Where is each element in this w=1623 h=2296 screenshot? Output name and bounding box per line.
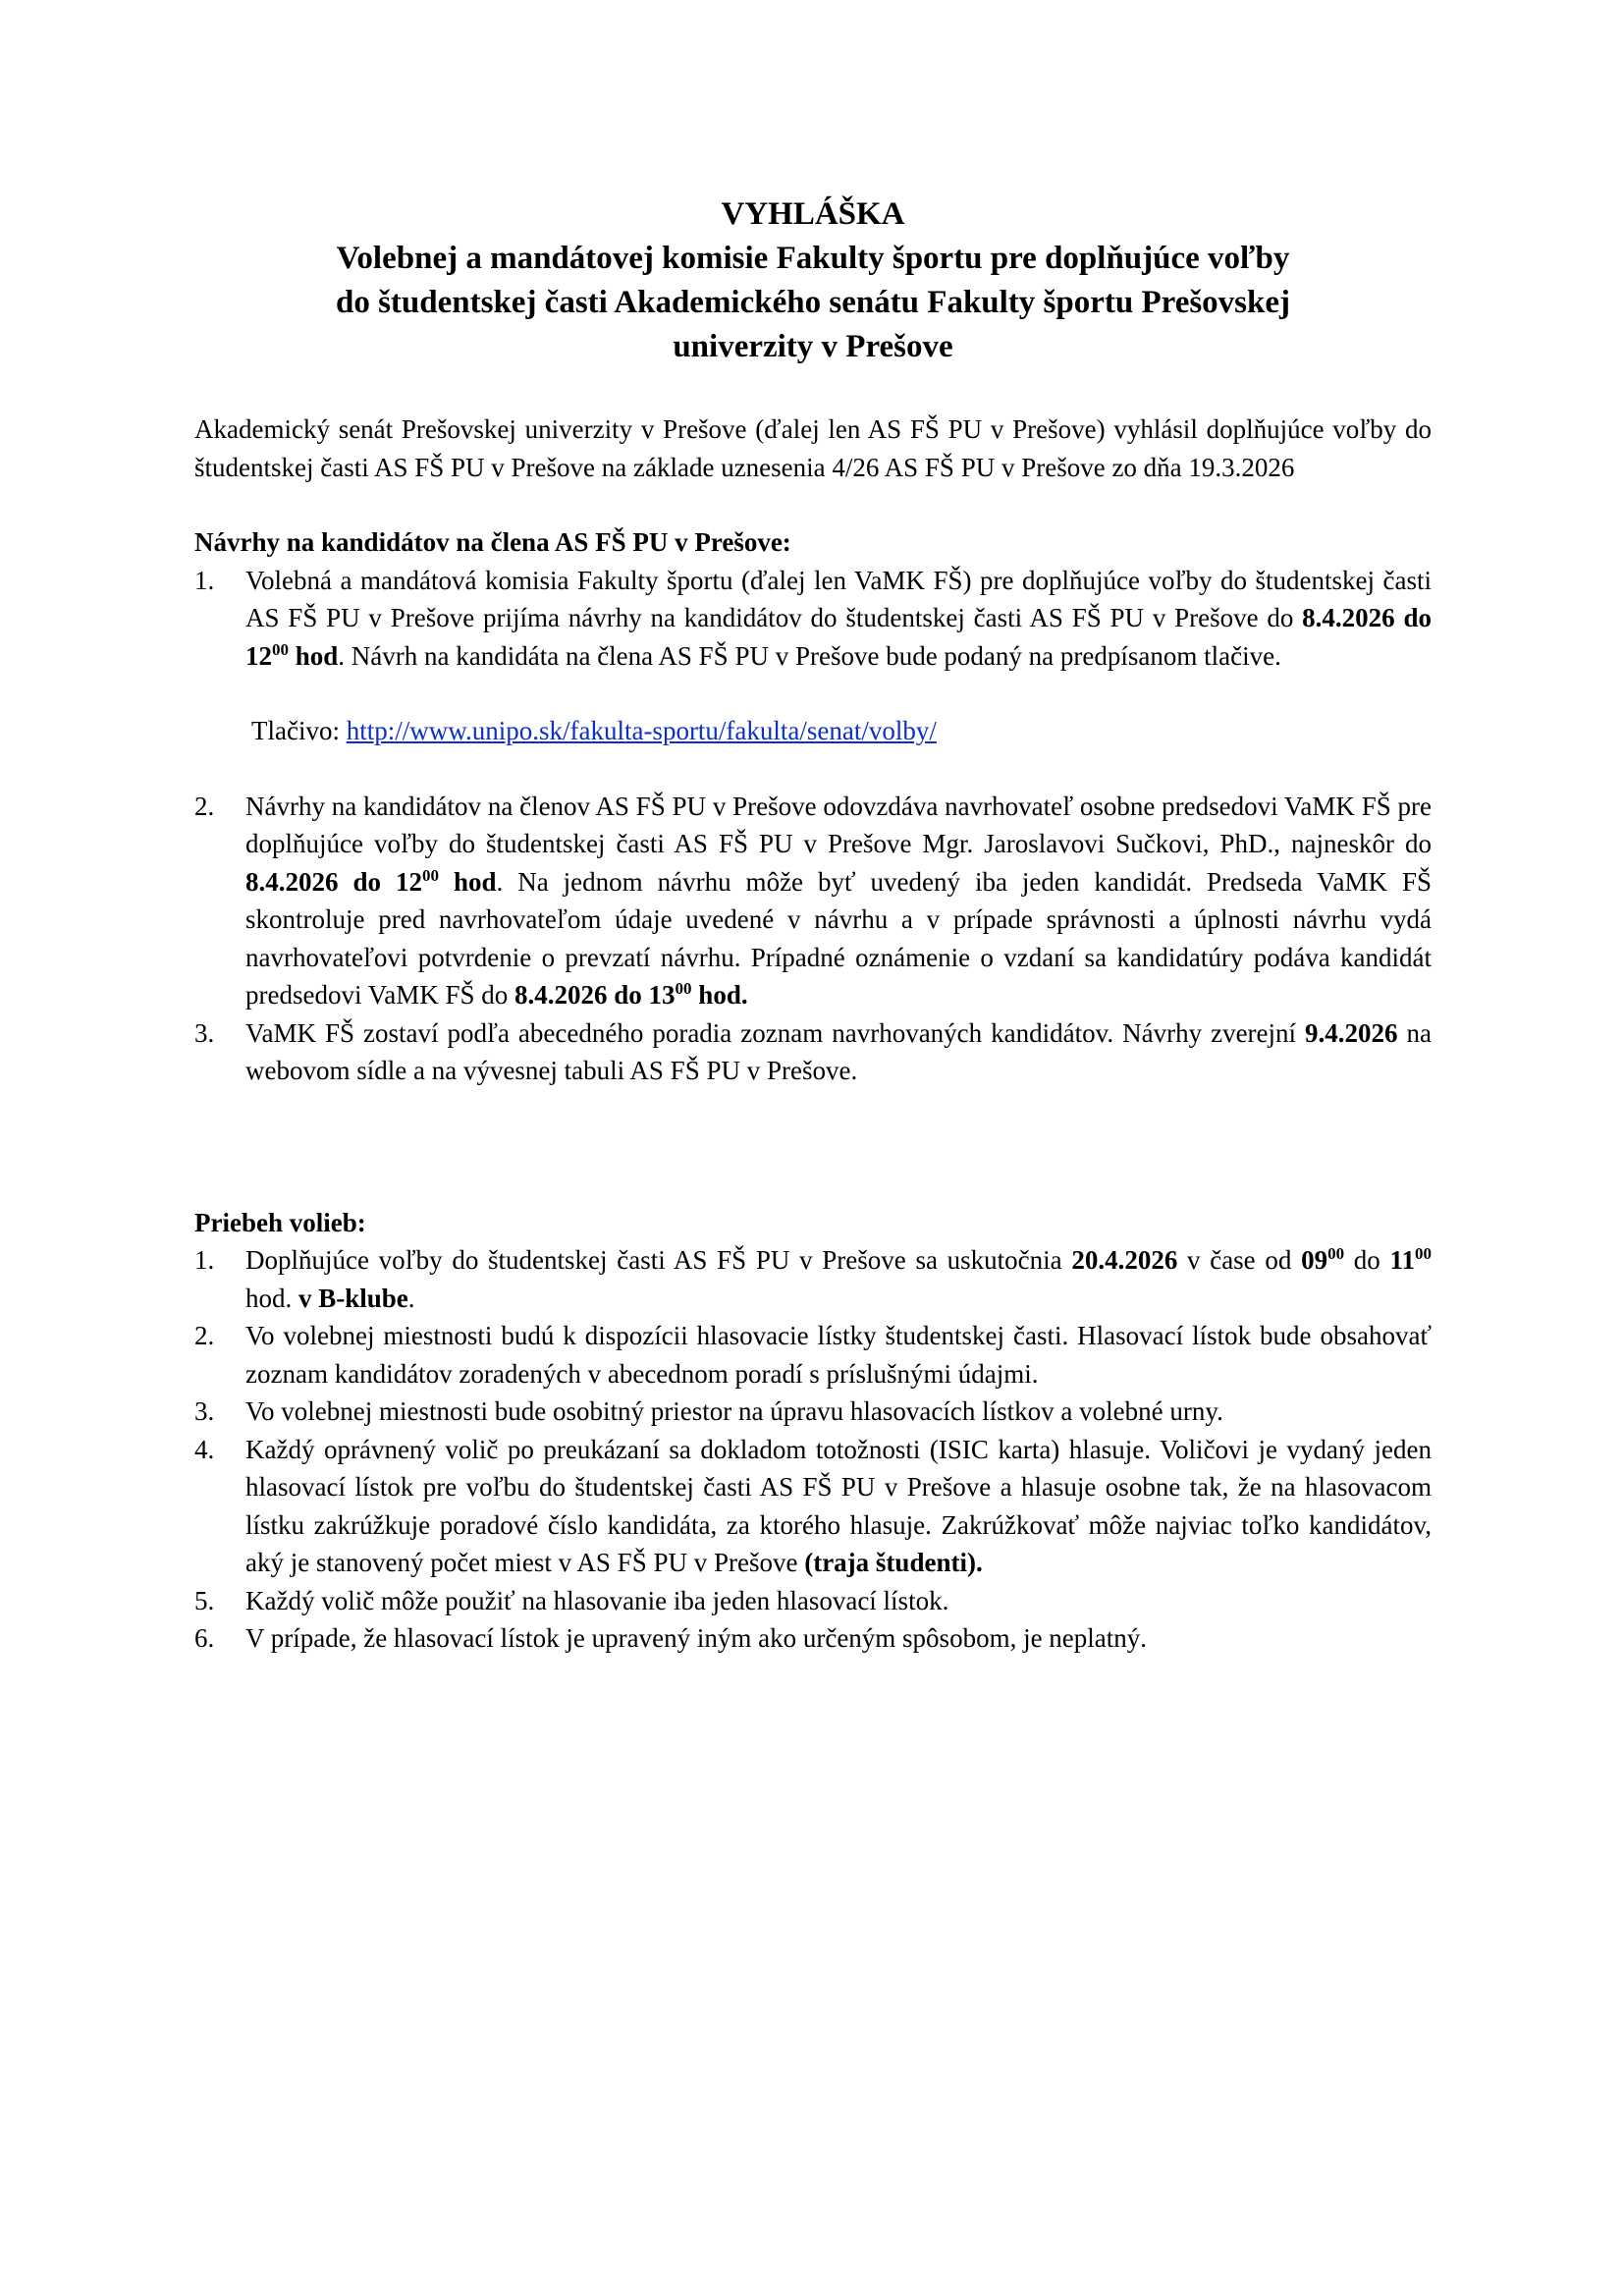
list-item [194, 1241, 1432, 1317]
item-number: 4. [194, 1434, 215, 1464]
election-date: 20.4.2026 [1071, 1245, 1178, 1275]
form-link-line [251, 712, 1432, 750]
item-text: do [1344, 1245, 1390, 1275]
deadline-text: 8.4.2026 do $12^{00}$ hod [245, 865, 497, 897]
end-time: $11^{00}$ [1389, 1244, 1432, 1275]
item-text: Volebná a mandátová komisia Fakulty športu (ďalej len VaMK FŠ) pre doplňujúce voľby do študentskej časti AS FŠ PU v Prešove prijíma návrhy na kandidátov do študentskej časti AS FŠ PU v Prešove do [245, 565, 1432, 632]
intro-paragraph: Akademický senát Prešovskej univerzity v Prešove (ďalej len AS FŠ PU v Prešove) vyhlásil doplňujúce voľby do študentskej časti AS FŠ PU v Prešove na základe uznesenia 4/26 AS FŠ PU v Prešove zo dňa 19.3.2026 [194, 414, 1432, 482]
election-location: v B-klube [298, 1283, 408, 1313]
item-text: . Návrh na kandidáta na člena AS FŠ PU v Prešove bude podaný na predpísanom tlačive. [338, 640, 1281, 671]
list-item [194, 1014, 1432, 1090]
item-number: 2. [194, 1321, 215, 1350]
seat-count: (traja študenti). [804, 1548, 983, 1577]
item-text: Každý oprávnený volič po preukázaní sa dokladom totožnosti (ISIC karta) hlasuje. Voličovi je vydaný jeden hlasovací lístok pre voľbu do študentskej časti AS FŠ PU v Prešove a hlasuje osobne tak, že na hlasovacom lístku zakrúžkuje poradové číslo kandidáta, za ktorého hlasuje. Zakrúžkovať môže najviac toľko kandidátov, aký je stanovený počet miest v AS FŠ PU v Prešove [245, 1434, 1432, 1577]
list-item [194, 1431, 1432, 1582]
candidates-list [194, 562, 1432, 676]
list-item [194, 1619, 1432, 1658]
item-number: 2. [194, 791, 215, 821]
item-text: . Na jednom návrhu môže byť uvedený iba jeden kandidát. Predseda VaMK FŠ skontroluje pred navrhovateľom údaje uvedené v návrhu a v prípade správnosti a úplnosti návrhu vydá navrhovateľovi potvrdenie o prevzatí návrhu. Prípadné oznámenie o vzdaní sa kandidatúry podáva kandidát predsedovi VaMK FŠ do [245, 866, 1432, 1010]
document-page [194, 192, 1432, 1658]
title-line: do študentskej časti Akademického senátu Fakulty športu Prešovskej [335, 285, 1291, 320]
item-text: hod. [245, 1283, 298, 1313]
item-text: Doplňujúce voľby do študentskej časti AS FŠ PU v Prešove sa uskutočnia [245, 1245, 1072, 1275]
item-text: Návrhy na kandidátov na členov AS FŠ PU v Prešove odovzdáva navrhovateľ osobne predsedovi VaMK FŠ pre doplňujúce voľby do študentskej časti AS FŠ PU v Prešove Mgr. Jaroslavovi Sučkovi, PhD., najneskôr do [245, 791, 1432, 858]
item-text: Vo volebnej miestnosti bude osobitný priestor na úpravu hlasovacích lístkov a volebné urny. [245, 1396, 1223, 1426]
publish-date: 9.4.2026 [1305, 1017, 1398, 1048]
item-number: 5. [194, 1585, 215, 1615]
list-item [194, 788, 1432, 1014]
item-number: 1. [194, 1245, 215, 1275]
item-number: 3. [194, 1396, 215, 1426]
candidates-list-continued [194, 788, 1432, 1090]
list-item [194, 1393, 1432, 1431]
deadline-text: 8.4.2026 do $12^{00}$ hod [245, 603, 1432, 671]
item-number: 6. [194, 1623, 215, 1653]
deadline-text: 8.4.2026 do $13^{00}$ hod. [514, 979, 748, 1010]
item-text: Vo volebnej miestnosti budú k dispozícii hlasovacie lístky študentskej časti. Hlasovací lístok bude obsahovať zoznam kandidátov zoradených v abecednom poradí s príslušnými údajmi. [245, 1321, 1432, 1389]
list-item [194, 562, 1432, 676]
title-main: VYHLÁŠKA [721, 196, 905, 232]
title-line: Volebnej a mandátovej komisie Fakulty športu pre doplňujúce voľby [336, 241, 1290, 276]
item-text: V prípade, že hlasovací lístok je upravený iným ako určeným spôsobom, je neplatný. [245, 1623, 1148, 1653]
item-number: 1. [194, 565, 215, 595]
section-heading-election: Priebeh volieb: [194, 1207, 366, 1237]
title-line: univerzity v Prešove [673, 329, 953, 364]
start-time: $09^{00}$ [1301, 1244, 1345, 1275]
document-title [194, 192, 1432, 369]
form-label: Tlačivo: [251, 716, 347, 745]
item-text: na webovom sídle a na vývesnej tabuli AS FŠ PU v Prešove. [245, 1017, 1433, 1085]
item-text: VaMK FŠ zostaví podľa abecedného poradia zoznam navrhovaných kandidátov. Návrhy zverejní [245, 1017, 1306, 1048]
election-list [194, 1241, 1432, 1658]
list-item [194, 1317, 1432, 1393]
list-item [194, 1582, 1432, 1620]
item-text: Každý volič môže použiť na hlasovanie iba jeden hlasovací lístok. [245, 1585, 949, 1615]
item-text: v čase od [1177, 1245, 1302, 1275]
form-link[interactable]: http://www.unipo.sk/fakulta-sportu/fakulta/senat/volby/ [346, 716, 937, 745]
section-heading-candidates: Návrhy na kandidátov na člena AS FŠ PU v Prešove: [194, 527, 791, 557]
item-number: 3. [194, 1017, 215, 1048]
item-text: . [407, 1283, 415, 1313]
